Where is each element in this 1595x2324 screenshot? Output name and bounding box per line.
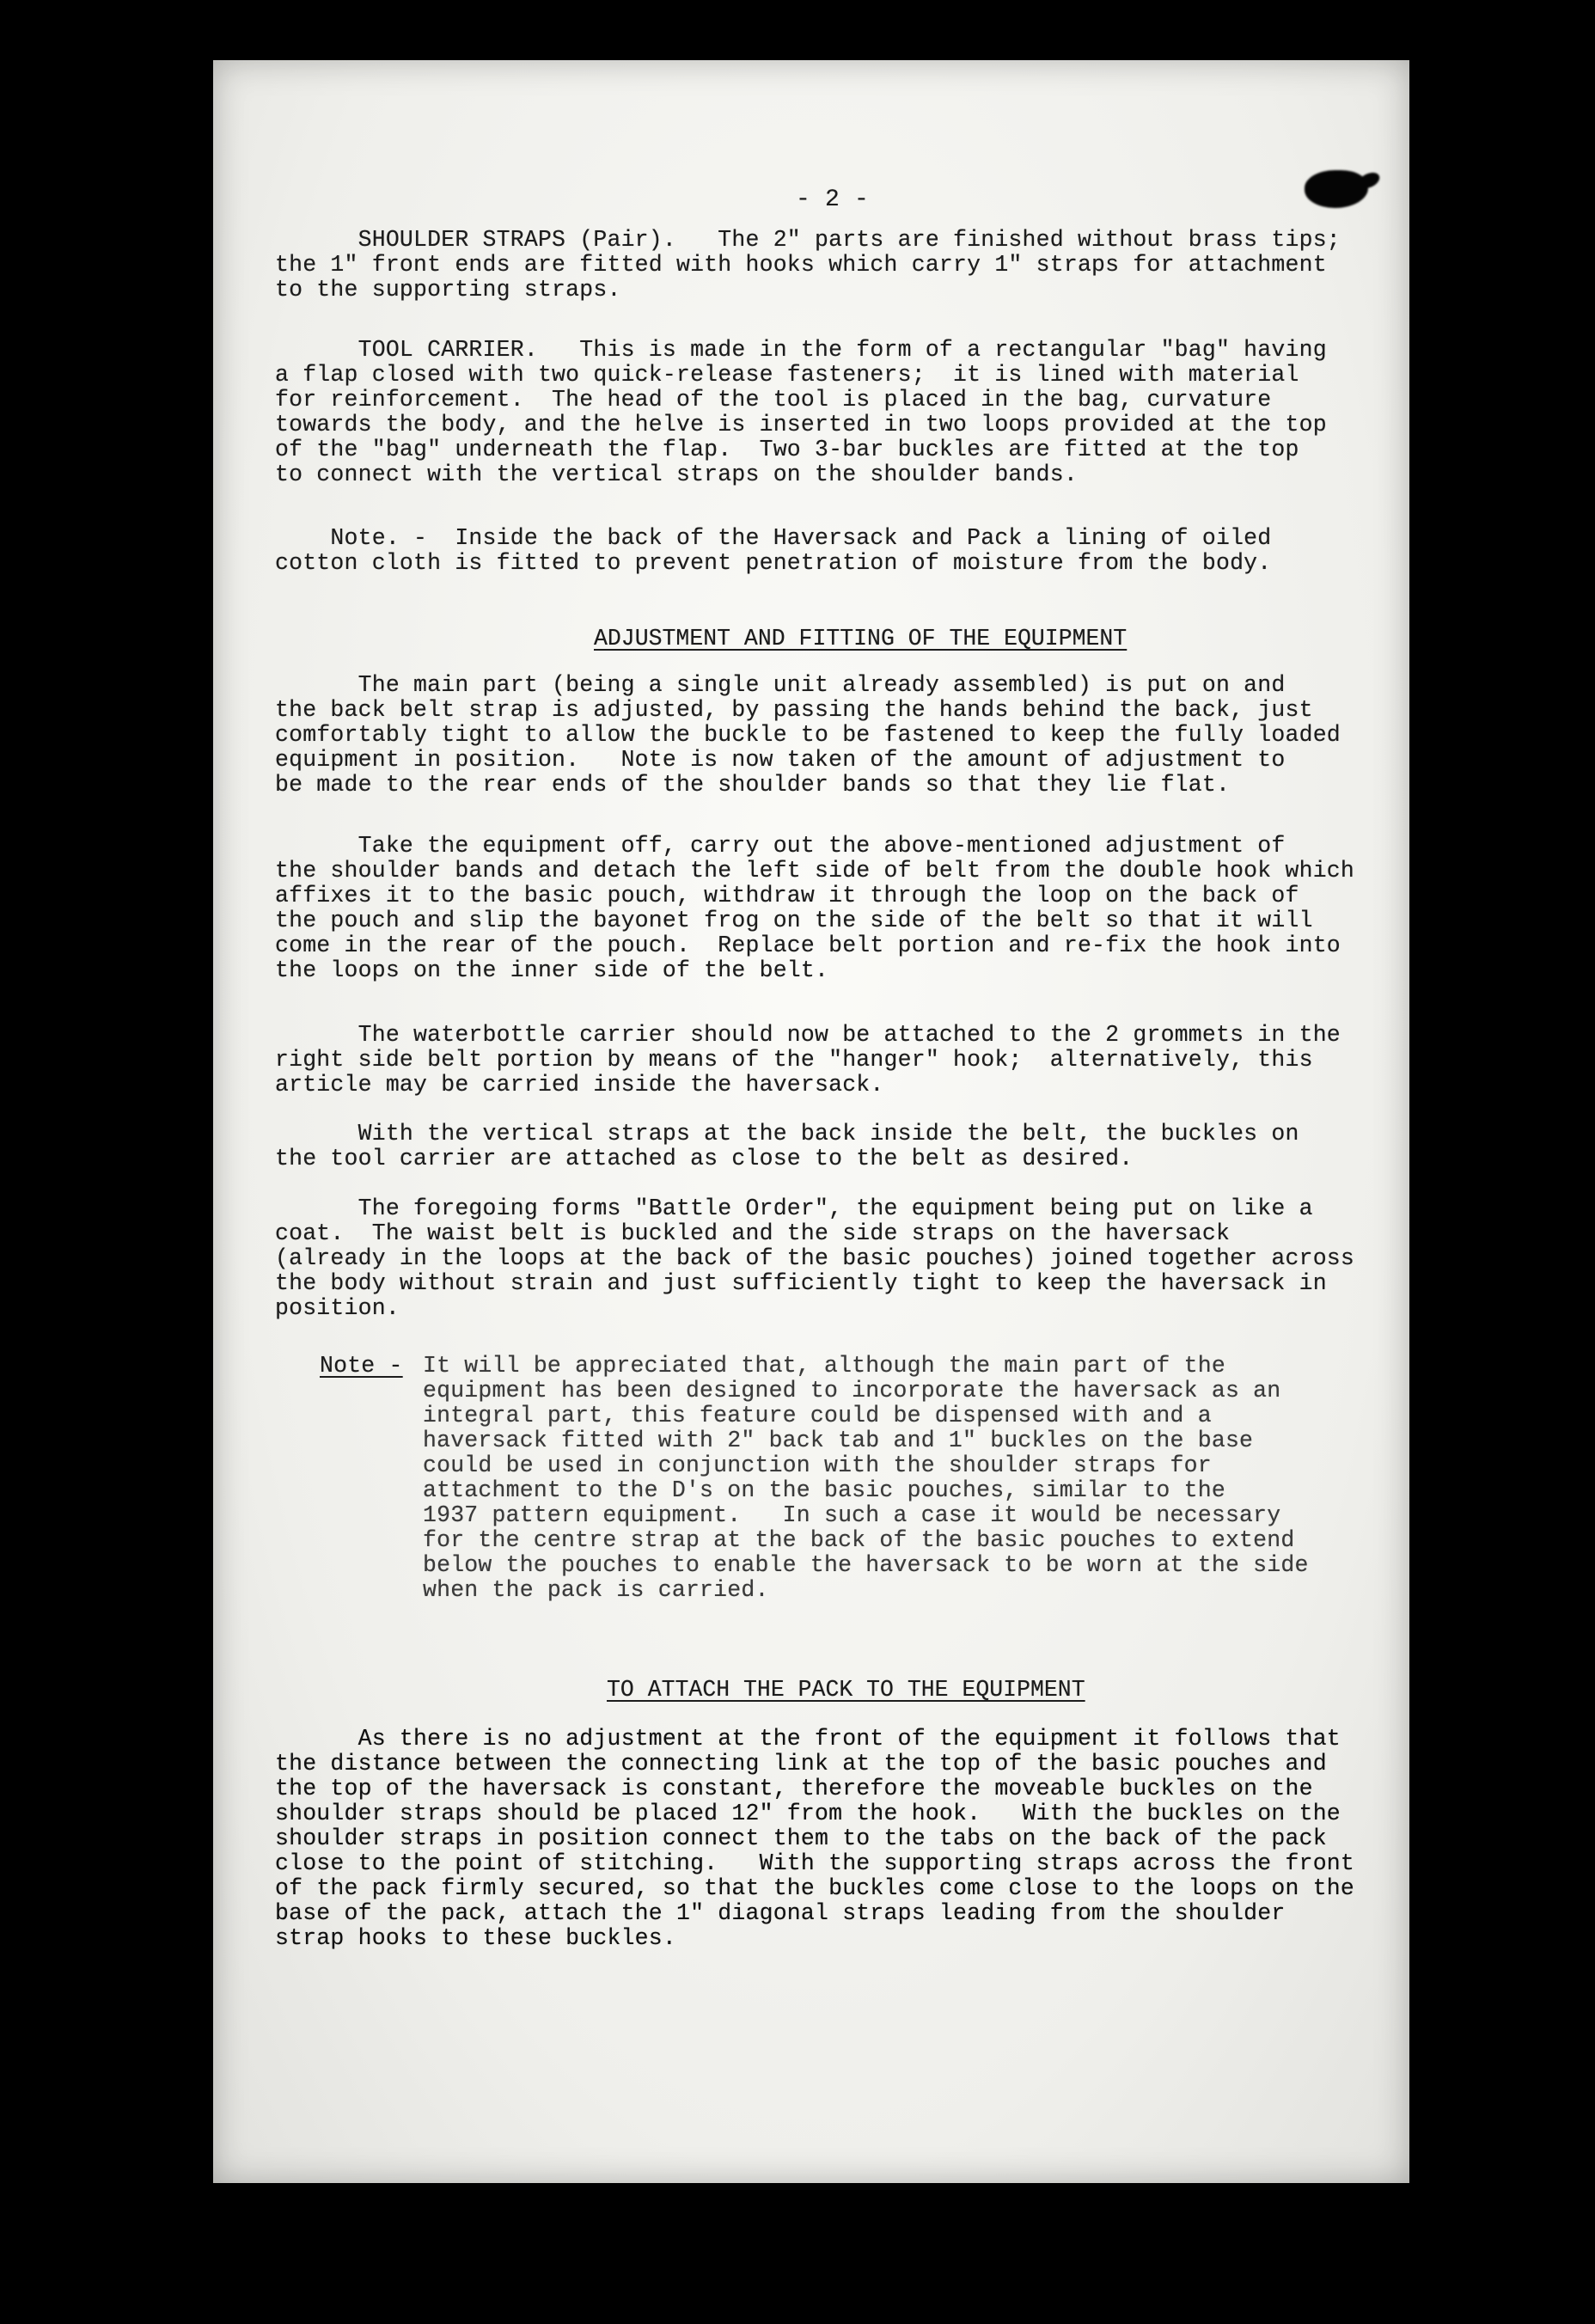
paragraph-vertical-straps: With the vertical straps at the back inside the belt, the buckles on the tool carrier are attached as close to the belt as desired. [275, 1121, 1299, 1171]
document-page [213, 60, 1409, 2183]
page-number: - 2 - [796, 187, 870, 213]
paragraph-take-off: Take the equipment off, carry out the above-mentioned adjustment of the shoulder bands and detach the left side of belt from the double hook which affixes it to the basic pouch, withdraw it through the loop on the back of the pouch and slip the bayonet frog on the side of the belt so that it will come in the rear of the pouch. Replace belt portion and re-fix the hook into the loops on the inner side of the belt. [275, 833, 1355, 983]
paragraph-battle-order: The foregoing forms "Battle Order", the equipment being put on like a coat. The waist belt is buckled and the side straps on the haversack (already in the loops at the back of the basic pouches) joined together across the body without strain and just sufficiently tight to keep the haversack in position. [275, 1196, 1355, 1321]
note-body: It will be appreciated that, although the main part of the equipment has been designed to incorporate the haversack as an integral part, this feature could be dispensed with and a haversack fitted with 2" back tab and 1" buckles on the base could be used in conjunction with the shoulder straps for attachment to the D's on the basic pouches, similar to the 1937 pattern equipment. In such a case it would be necessary for the centre strap at the back of the basic pouches to extend below the pouches to enable the haversack to be worn at the side when the pack is carried. [423, 1353, 1309, 1603]
paragraph-waterbottle: The waterbottle carrier should now be attached to the 2 grommets in the right side belt portion by means of the "hanger" hook; alternatively, this article may be carried inside the haversack. [275, 1022, 1341, 1098]
paragraph-main-part: The main part (being a single unit already assembled) is put on and the back belt strap is adjusted, by passing the hands behind the back, just comfortably tight to allow the buckle to be fastened to keep the fully loaded equipment in position. Note is now taken of the amount of adjustment to be made to the rear ends of the shoulder bands so that they lie flat. [275, 672, 1341, 798]
ink-blot [1305, 170, 1368, 208]
note-label: Note - [320, 1353, 403, 1379]
paragraph-tool-carrier: TOOL CARRIER. This is made in the form of a rectangular "bag" having a flap closed with two quick-release fasteners; it is lined with material for reinforcement. The head of the tool is placed in the bag, curvature towards the body, and the helve is inserted in two loops provided at the top of the "bag" underneath the flap. Two 3-bar buckles are fitted at the top to connect with the vertical straps on the shoulder bands. [275, 337, 1327, 487]
heading-adjustment: ADJUSTMENT AND FITTING OF THE EQUIPMENT [594, 626, 1128, 651]
paragraph-attach-pack: As there is no adjustment at the front of the equipment it follows that the distance between the connecting link at the top of the basic pouches and the top of the haversack is constant, therefore the moveable buckles on the shoulder straps should be placed 12" from the hook. With the buckles on the shoulder straps in position connect them to the tabs on the back of the pack close to the point of stitching. With the supporting straps across the front of the pack firmly secured, so that the buckles come close to the loops on the base of the pack, attach the 1" diagonal straps leading from the shoulder strap hooks to these buckles. [275, 1726, 1355, 1951]
paragraph-shoulder-straps: SHOULDER STRAPS (Pair). The 2" parts are finished without brass tips; the 1" front ends are fitted with hooks which carry 1" straps for attachment to the supporting straps. [275, 227, 1341, 303]
heading-attach: TO ATTACH THE PACK TO THE EQUIPMENT [607, 1677, 1085, 1703]
paragraph-note-lining: Note. - Inside the back of the Haversack and Pack a lining of oiled cotton cloth is fitted to prevent penetration of moisture from the body. [275, 525, 1272, 576]
